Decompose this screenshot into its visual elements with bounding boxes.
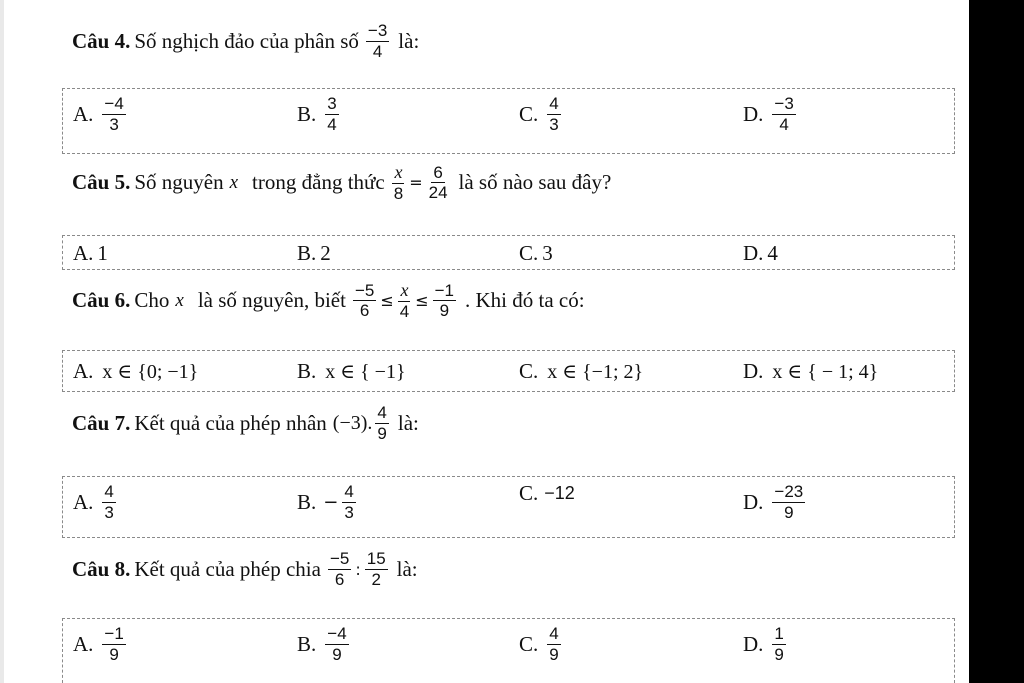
- question-4-text: Số nghịch đảo của phân số: [134, 28, 359, 53]
- option-letter: A.: [73, 101, 94, 126]
- q4-option-c[interactable]: [519, 95, 564, 134]
- variable-x: x: [229, 171, 239, 193]
- question-4-suffix: là:: [398, 28, 420, 53]
- question-4-options-box: [62, 88, 955, 154]
- fraction-numerator: −1: [104, 624, 124, 643]
- fraction-denominator: 3: [549, 114, 559, 134]
- fraction-numerator: −23: [774, 482, 804, 501]
- q8-option-d[interactable]: [743, 625, 789, 664]
- fraction-numerator: 3: [327, 94, 337, 113]
- q8-option-a[interactable]: [73, 625, 129, 664]
- q7-option-b[interactable]: [297, 483, 359, 522]
- fraction-numerator: 4: [104, 482, 114, 501]
- fraction-denominator: 3: [104, 502, 114, 522]
- option-letter: C.: [519, 631, 539, 656]
- option-fraction: [102, 483, 115, 522]
- q6-option-c[interactable]: [519, 359, 646, 384]
- fraction-numerator: 6: [433, 162, 443, 182]
- option-fraction: [325, 625, 348, 664]
- fraction-numerator: −5: [354, 280, 375, 300]
- fraction-denominator: 9: [332, 644, 342, 664]
- option-fraction: [325, 95, 338, 134]
- fraction-numerator: 4: [377, 403, 387, 422]
- q6-option-d[interactable]: [743, 359, 881, 384]
- fraction-denominator: 4: [399, 301, 410, 321]
- question-6-fraction-3: [433, 282, 456, 321]
- question-5-fraction-1: [392, 163, 405, 203]
- q6-option-a[interactable]: [73, 359, 201, 384]
- option-letter: C.: [519, 241, 539, 265]
- question-6-fraction-2: [398, 281, 411, 321]
- fraction-numerator: x: [400, 280, 409, 300]
- q5-option-d[interactable]: [743, 241, 778, 266]
- option-fraction: [102, 95, 125, 134]
- question-6-fraction-1: [353, 282, 376, 321]
- fraction-denominator: 6: [334, 569, 345, 589]
- fraction-denominator: 6: [359, 301, 370, 321]
- fraction-numerator: 1: [774, 624, 784, 643]
- q8-option-b[interactable]: [297, 625, 352, 664]
- option-fraction: [547, 95, 560, 134]
- question-5-text-1: Số nguyên: [134, 170, 224, 195]
- question-7: [72, 404, 423, 443]
- q7-option-c[interactable]: [519, 481, 575, 506]
- option-letter: D.: [743, 631, 764, 656]
- q5-option-b[interactable]: [297, 241, 331, 266]
- option-fraction: [772, 483, 805, 522]
- option-expression: x ∈ {−1; 2}: [547, 361, 644, 383]
- question-6-text-2: là số nguyên, biết: [197, 288, 346, 313]
- fraction-denominator: 3: [344, 502, 354, 522]
- option-letter: C.: [519, 101, 539, 126]
- question-4-label: Câu 4.: [72, 28, 131, 53]
- question-6-text-1: Cho: [134, 288, 170, 313]
- variable-x: x: [175, 289, 184, 311]
- question-5-options-box: [62, 235, 955, 270]
- option-letter: B.: [297, 101, 317, 126]
- question-6-suffix: . Khi đó ta có:: [465, 288, 585, 313]
- option-letter: B.: [297, 631, 317, 656]
- option-value: 3: [542, 241, 553, 265]
- q5-option-c[interactable]: [519, 241, 553, 266]
- less-equal-sign: ≤: [380, 291, 394, 311]
- question-6-options-box: [62, 350, 955, 392]
- question-7-expression: (−3).: [332, 411, 373, 434]
- question-4: [72, 22, 423, 61]
- question-5-label: Câu 5.: [72, 170, 131, 195]
- question-8: [72, 550, 422, 589]
- option-fraction: [342, 483, 355, 522]
- q4-option-a[interactable]: [73, 95, 129, 134]
- q8-option-c[interactable]: [519, 625, 564, 664]
- option-letter: A.: [73, 241, 94, 265]
- question-5-text-2: trong đẳng thức: [252, 170, 385, 195]
- question-8-options-box: [62, 618, 955, 683]
- option-letter: A.: [73, 631, 94, 656]
- fraction-denominator: 2: [371, 569, 381, 589]
- fraction-numerator: x: [394, 162, 403, 182]
- q6-option-b[interactable]: [297, 359, 409, 384]
- left-edge: [0, 0, 4, 683]
- fraction-numerator: −4: [104, 94, 124, 113]
- question-5-fraction-2: [427, 164, 450, 203]
- question-8-label: Câu 8.: [72, 556, 131, 581]
- minus-sign: −: [323, 491, 339, 513]
- question-5-suffix: là số nào sau đây?: [458, 170, 612, 195]
- option-letter: D.: [743, 101, 764, 126]
- q4-option-b[interactable]: [297, 95, 342, 134]
- q7-option-a[interactable]: [73, 483, 119, 522]
- fraction-numerator: 4: [344, 482, 354, 501]
- fraction-denominator: 9: [549, 644, 559, 664]
- option-letter: D.: [743, 241, 764, 265]
- question-8-text: Kết quả của phép chia: [134, 556, 321, 581]
- option-letter: A.: [73, 359, 94, 383]
- option-letter: B.: [297, 489, 317, 514]
- fraction-denominator: 9: [377, 423, 387, 443]
- question-6-label: Câu 6.: [72, 288, 131, 313]
- option-value: −12: [544, 483, 575, 503]
- q5-option-a[interactable]: [73, 241, 108, 266]
- less-equal-sign: ≤: [415, 291, 429, 311]
- question-6: [72, 281, 589, 321]
- option-value: 4: [767, 241, 778, 265]
- question-7-options-box: [62, 476, 955, 538]
- option-value: 2: [320, 241, 331, 265]
- fraction-denominator: 24: [428, 183, 448, 203]
- option-fraction: [102, 625, 125, 664]
- fraction-numerator: 4: [549, 624, 559, 643]
- question-7-text: Kết quả của phép nhân: [134, 410, 327, 435]
- fraction-denominator: 8: [393, 183, 404, 203]
- option-letter: D.: [743, 359, 764, 383]
- option-expression: x ∈ { − 1; 4}: [772, 361, 879, 383]
- question-7-suffix: là:: [397, 410, 419, 435]
- right-black-bar: [969, 0, 1024, 683]
- question-7-fraction: [375, 404, 388, 443]
- fraction-numerator: 4: [549, 94, 559, 113]
- fraction-numerator: −1: [434, 280, 455, 300]
- option-letter: B.: [297, 241, 317, 265]
- question-5: [72, 163, 615, 203]
- option-letter: C.: [519, 481, 539, 505]
- option-expression: x ∈ { −1}: [325, 361, 406, 383]
- fraction-numerator: −4: [327, 624, 347, 643]
- question-8-fraction-1: [328, 550, 351, 589]
- option-letter: A.: [73, 489, 94, 514]
- option-expression: x ∈ {0; −1}: [102, 361, 199, 383]
- fraction-denominator: 9: [439, 301, 450, 321]
- option-letter: C.: [519, 359, 539, 383]
- question-8-fraction-2: [365, 550, 388, 589]
- option-letter: D.: [743, 489, 764, 514]
- fraction-denominator: 4: [372, 41, 383, 61]
- option-fraction: [772, 95, 795, 134]
- option-letter: B.: [297, 359, 317, 383]
- fraction-denominator: 3: [109, 114, 119, 134]
- equals-sign: =: [409, 173, 423, 193]
- option-fraction: [772, 625, 785, 664]
- question-8-suffix: là:: [396, 556, 418, 581]
- question-4-fraction: [366, 22, 389, 61]
- fraction-denominator: 9: [774, 644, 784, 664]
- fraction-denominator: 9: [784, 502, 794, 522]
- division-sign: :: [355, 559, 361, 579]
- fraction-numerator: −3: [774, 94, 794, 113]
- option-fraction: [547, 625, 560, 664]
- option-value: 1: [97, 241, 108, 265]
- fraction-denominator: 9: [109, 644, 119, 664]
- q4-option-d[interactable]: [743, 95, 799, 134]
- fraction-numerator: −3: [367, 21, 388, 40]
- q7-option-d[interactable]: [743, 483, 808, 522]
- question-7-label: Câu 7.: [72, 410, 131, 435]
- fraction-numerator: −5: [329, 549, 350, 568]
- fraction-denominator: 4: [779, 114, 789, 134]
- fraction-denominator: 4: [327, 114, 337, 134]
- fraction-numerator: 15: [366, 549, 386, 568]
